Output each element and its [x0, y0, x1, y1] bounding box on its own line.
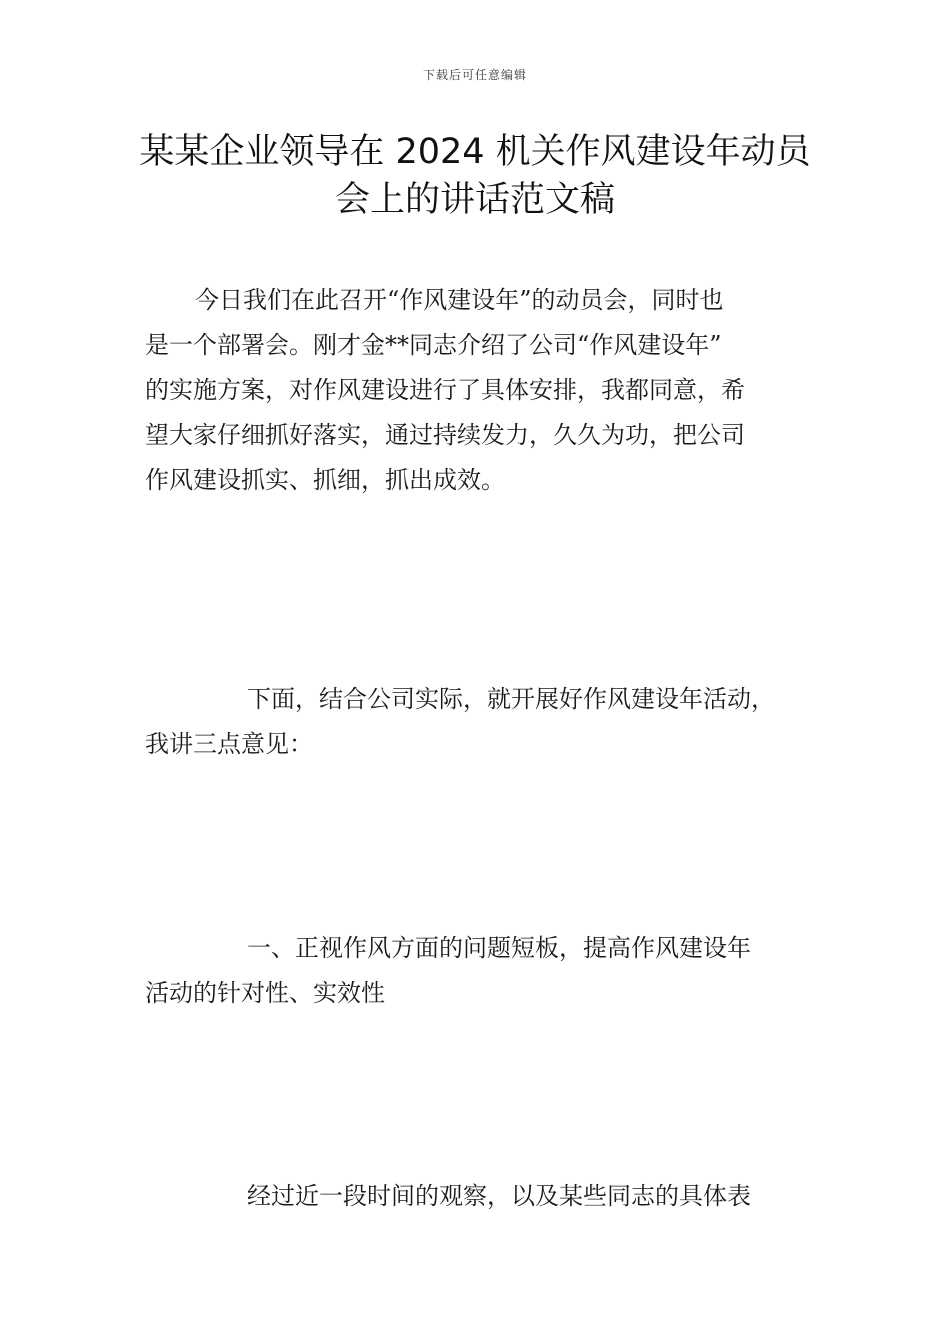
paragraph-opening [145, 278, 810, 503]
paragraph-line: 是一个部署会。刚才金**同志介绍了公司“作风建设年” [145, 331, 722, 359]
paragraph-line: 望大家仔细抓好落实，通过持续发力，久久为功，把公司 [145, 421, 745, 449]
paragraph-line: 我讲三点意见： [145, 730, 313, 758]
section-heading-one [145, 926, 810, 1016]
title-line-2: 会上的讲话范文稿 [334, 180, 615, 220]
paragraph-intro-points [145, 677, 810, 767]
paragraph-observation [145, 1174, 810, 1219]
paragraph-line: 经过近一段时间的观察，以及某些同志的具体表 [247, 1182, 751, 1210]
title-line-1: 某某企业领导在 2024 机关作风建设年动员 [139, 132, 811, 172]
paragraph-line: 一、正视作风方面的问题短板，提高作风建设年 [247, 934, 751, 962]
paragraph-line: 的实施方案，对作风建设进行了具体安排，我都同意，希 [145, 376, 745, 404]
paragraph-line: 下面，结合公司实际，就开展好作风建设年活动， [247, 685, 775, 713]
paragraph-line: 活动的针对性、实效性 [145, 979, 385, 1007]
paragraph-line: 作风建设抓实、抓细，抓出成效。 [145, 466, 505, 494]
header-note: 下载后可任意编辑 [422, 68, 527, 82]
paragraph-line: 今日我们在此召开“作风建设年”的动员会，同时也 [195, 286, 724, 314]
document-title [100, 128, 850, 224]
